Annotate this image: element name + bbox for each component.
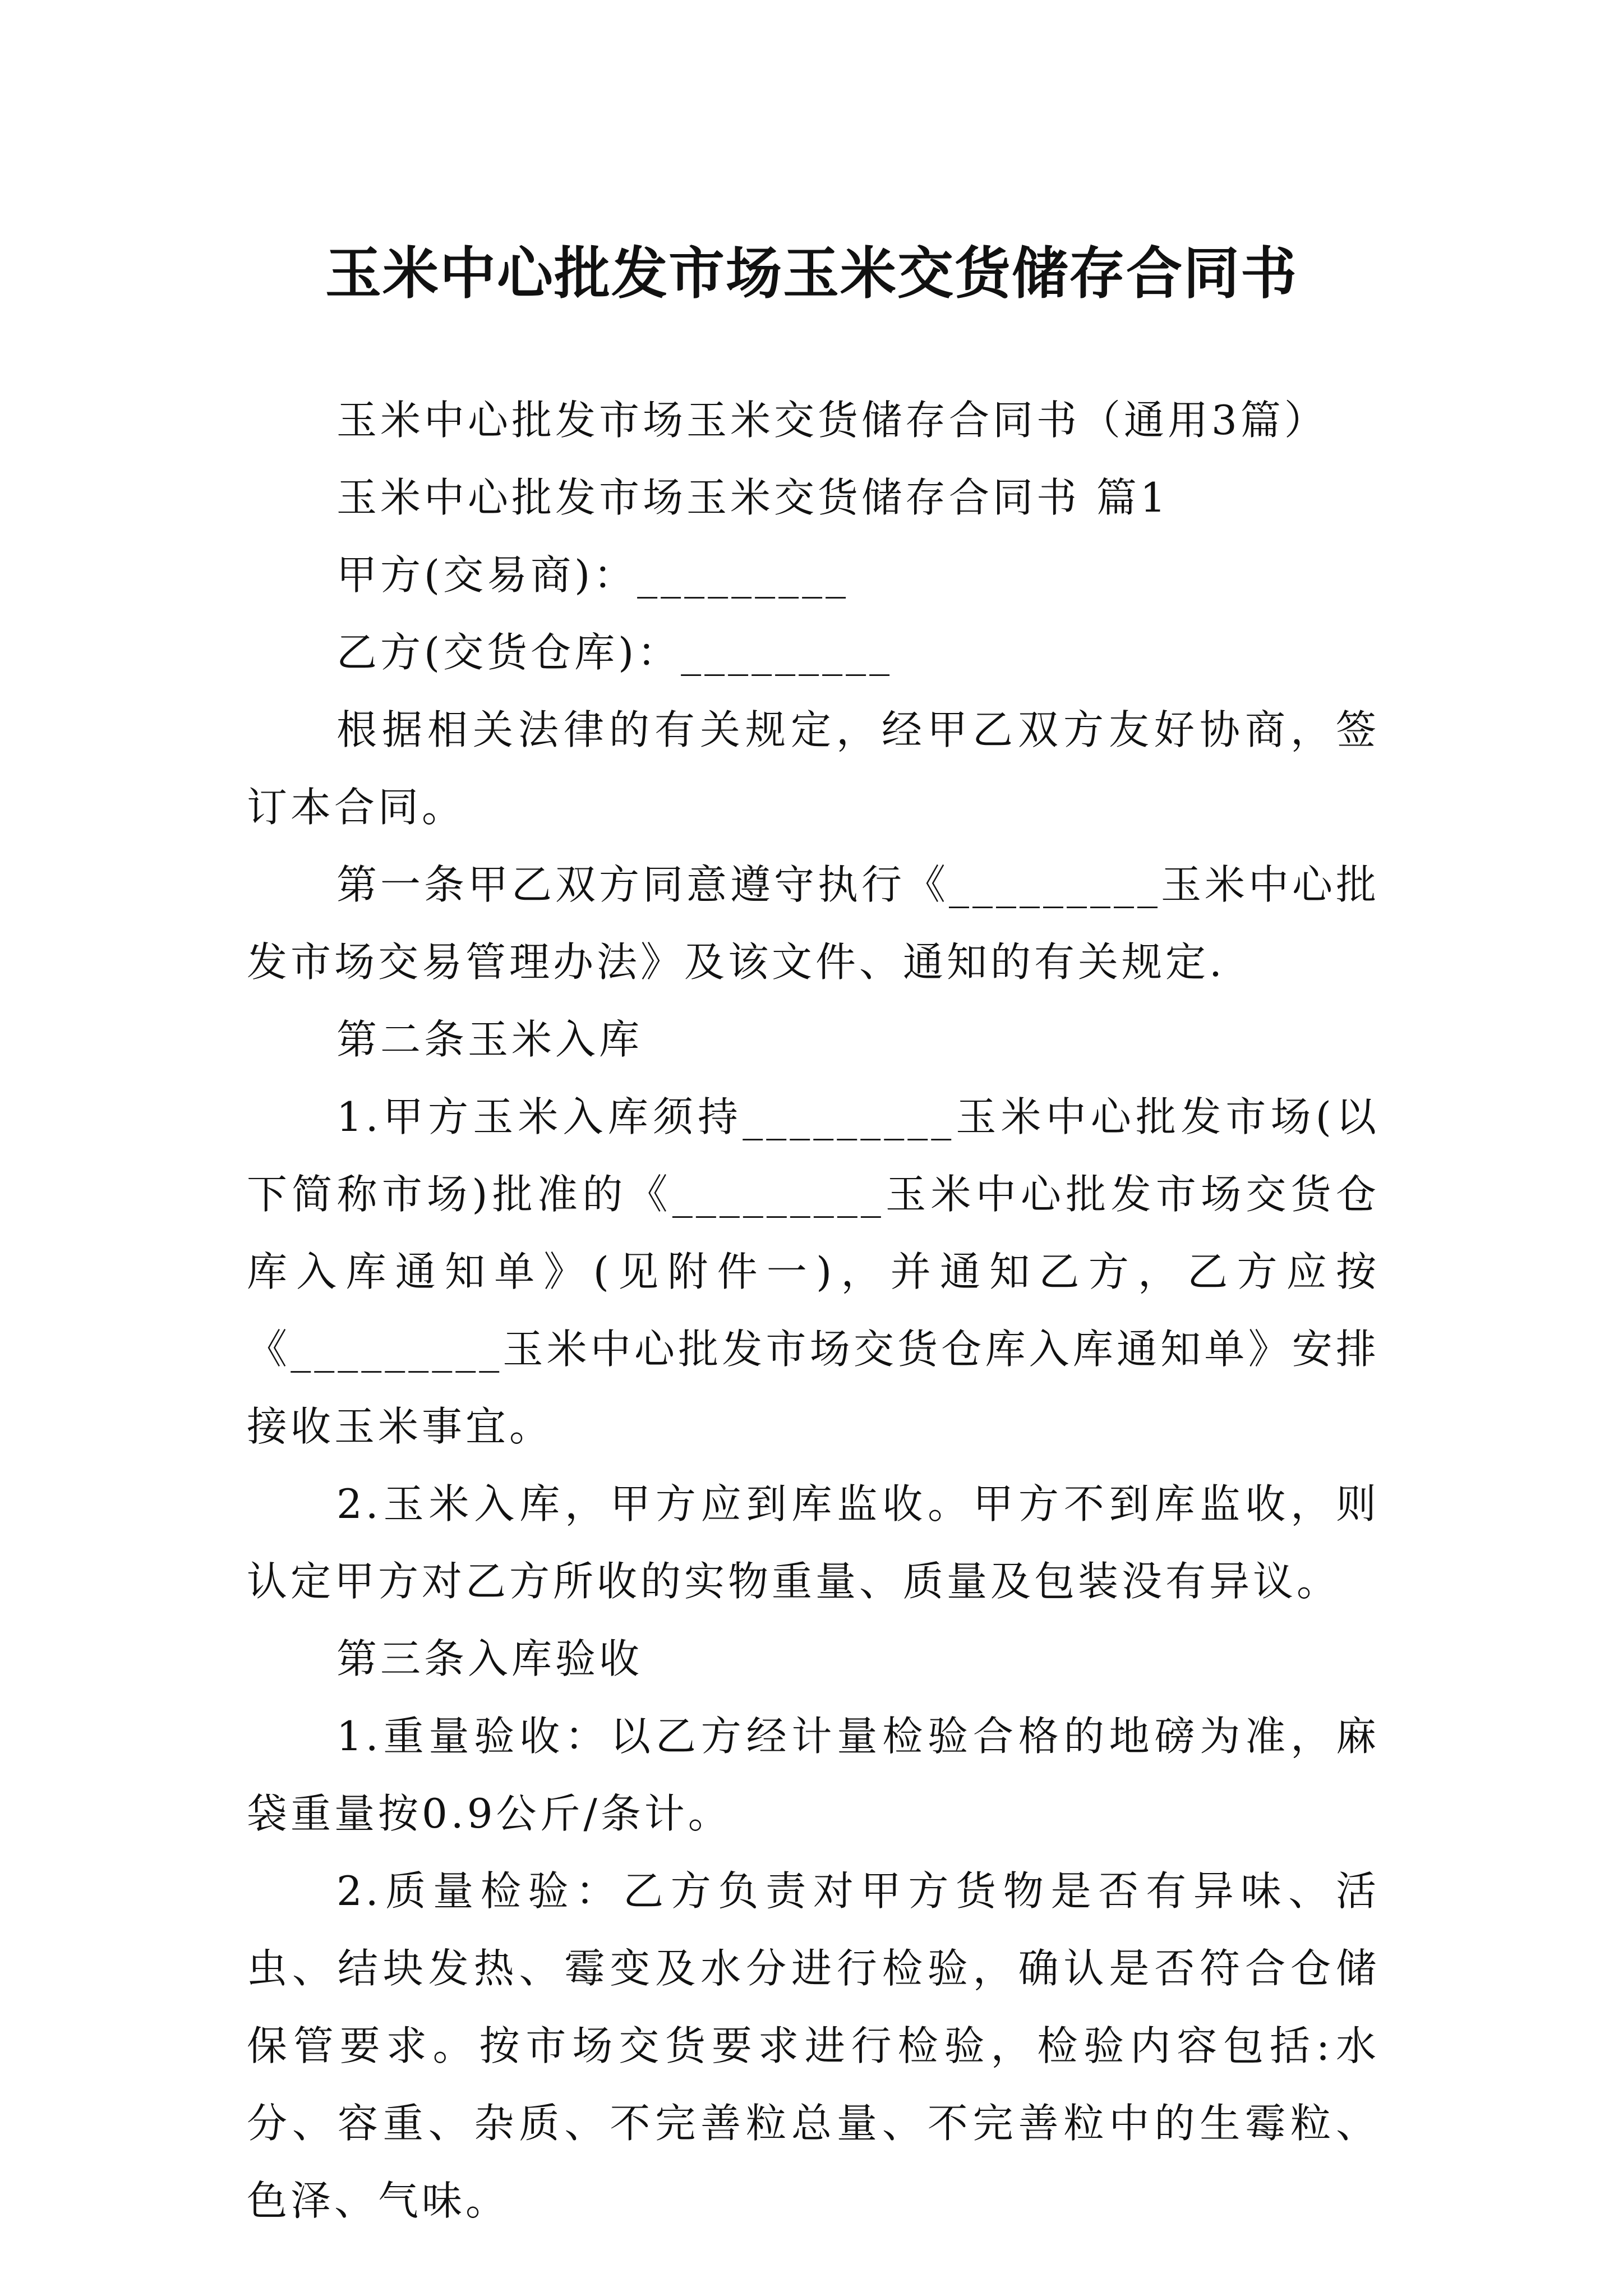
article-2-item-2: 2.玉米入库，甲方应到库监收。甲方不到库监收，则认定甲方对乙方所收的实物重量、质量及包装没有异议。 <box>247 1480 1380 1605</box>
subtitle-paragraph: 玉米中心批发市场玉米交货储存合同书（通用3篇） <box>336 397 1328 444</box>
article-2-heading: 第二条玉米入库 <box>336 1016 643 1063</box>
document-body <box>247 381 1380 2239</box>
article-3-item-2: 2.质量检验：乙方负责对甲方货物是否有异味、活虫、结块发热、霉变及水分进行检验，确认是否符合仓储保管要求。按市场交货要求进行检验，检验内容包括:水分、容重、杂质、不完善粒总量、不完善粒中的生霉粒、色泽、气味。 <box>247 1867 1380 2224</box>
party-b-line: 乙方(交货仓库)：_________ <box>336 629 893 676</box>
article-3-heading: 第三条入库验收 <box>336 1635 643 1682</box>
article-3-item-1: 1.重量验收：以乙方经计量检验合格的地磅为准，麻袋重量按0.9公斤/条计。 <box>247 1713 1380 1837</box>
article-2-item-1: 1.甲方玉米入库须持_________玉米中心批发市场(以下简称市场)批准的《_________玉米中心批发市场交货仓库入库通知单》(见附件一)，并通知乙方，乙方应按《_________玉米中心批发市场交货仓库入库通知单》安排接收玉米事宜。 <box>247 1093 1380 1450</box>
document-title: 玉米中心批发市场玉米交货储存合同书 <box>325 240 1298 306</box>
preamble-paragraph: 根据相关法律的有关规定，经甲乙双方友好协商，签订本合同。 <box>247 706 1380 831</box>
article-1-paragraph: 第一条甲乙双方同意遵守执行《_________玉米中心批发市场交易管理办法》及该文件、通知的有关规定. <box>247 861 1380 986</box>
party-a-line: 甲方(交易商)：_________ <box>336 551 850 599</box>
section-heading: 玉米中心批发市场玉米交货储存合同书 篇1 <box>336 474 1169 521</box>
